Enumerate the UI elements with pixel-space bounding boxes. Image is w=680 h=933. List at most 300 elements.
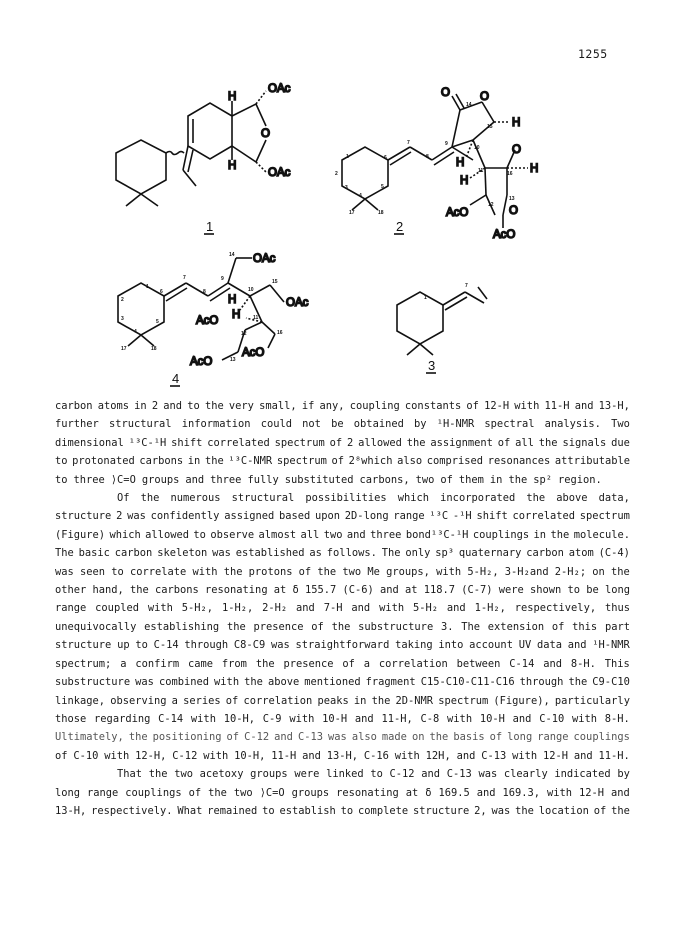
word: two [233, 786, 253, 799]
word: the [508, 473, 528, 486]
word: of [440, 473, 453, 486]
h-label: H [530, 163, 539, 175]
word: with [192, 565, 218, 578]
h-label: H [456, 157, 465, 169]
compound-number-1: 1 [206, 219, 214, 234]
word: fragment [365, 676, 416, 689]
word: 2D-NMR [395, 694, 434, 707]
word: the [317, 565, 337, 578]
word: 10-H [479, 712, 505, 725]
word: the [331, 620, 351, 633]
word: two [342, 565, 362, 578]
word: two [415, 473, 435, 486]
word: This [604, 657, 630, 670]
word: with [571, 712, 598, 725]
word: with [190, 712, 216, 725]
word: by [414, 418, 427, 431]
word: unequivocally [55, 620, 137, 633]
word: That [117, 768, 143, 781]
word: 5-H₂, [181, 602, 214, 615]
word: spectrum [274, 436, 325, 449]
h-label: H [232, 309, 241, 321]
word: assignment [430, 436, 493, 449]
h-label: H [460, 175, 469, 187]
word: C-13 [446, 768, 472, 781]
word: atom [568, 547, 594, 560]
locant: 15 [487, 124, 493, 130]
word: the [226, 620, 246, 633]
word: through [519, 676, 564, 689]
word: substructure [55, 676, 131, 689]
word: to [55, 473, 68, 486]
word: through [184, 639, 229, 652]
word: C-8 [420, 712, 440, 725]
word: part [604, 620, 630, 633]
word: long [55, 786, 81, 799]
word: 13-H, [55, 804, 87, 817]
word: in [533, 528, 547, 541]
word: in [187, 455, 201, 468]
word: correlation [378, 657, 448, 670]
word: was [212, 547, 231, 560]
word: carbons [139, 455, 184, 468]
text-line [55, 563, 630, 581]
word: and [476, 786, 496, 799]
word: particularly [554, 694, 630, 707]
word: and [380, 584, 399, 597]
word: of [298, 565, 312, 578]
word: resonances [487, 455, 551, 468]
word: on [411, 731, 425, 744]
word: above [267, 676, 300, 689]
word: 169.3, [502, 786, 541, 799]
word: straightforward [295, 639, 390, 652]
ring-oxygen-label: O [509, 205, 518, 217]
word: a [120, 657, 127, 670]
word: allowed [145, 528, 189, 541]
word: at [273, 584, 287, 597]
word: (C-4) [598, 547, 630, 560]
word: in [134, 400, 147, 412]
word: C15-C10-C11-C16 [420, 676, 515, 689]
word: ¹³C [429, 510, 449, 523]
word: 118.7 [423, 584, 456, 597]
word: spectrum [276, 455, 327, 468]
word: 12-H, [135, 749, 167, 762]
word: and [446, 602, 466, 615]
word: from [221, 657, 247, 670]
word: C-12 [172, 749, 198, 762]
oac-label: OAc [253, 253, 276, 265]
word: only [405, 547, 431, 560]
text-line [55, 452, 630, 470]
word: couplings [573, 731, 630, 744]
word: remained [207, 804, 258, 817]
word: was [328, 731, 347, 744]
word: and [567, 639, 587, 652]
word: C-13 [481, 749, 507, 762]
word: of [225, 694, 239, 707]
locant: 18 [151, 346, 157, 352]
locant: 8 [203, 289, 206, 295]
word: establishing [144, 620, 220, 633]
word: spectrum [438, 694, 489, 707]
text-line [55, 489, 630, 507]
word: into [438, 639, 464, 652]
word: data [536, 639, 562, 652]
word: comprised [426, 455, 484, 468]
word: and [296, 602, 315, 615]
word: The [55, 547, 74, 560]
word: clearly [503, 768, 548, 781]
word: in [489, 473, 503, 486]
word: could [260, 418, 292, 431]
locant: 10 [248, 287, 254, 293]
word: the [371, 694, 391, 707]
locant: 11 [478, 168, 484, 174]
text-line [55, 655, 630, 673]
word: correlated [207, 436, 270, 449]
word: three [210, 473, 242, 486]
word: C-9 [262, 712, 282, 725]
word: 2 [346, 436, 354, 449]
word: (C-6) [342, 584, 374, 597]
word: and [354, 712, 374, 725]
word: was [478, 768, 498, 781]
word: confirm [135, 657, 180, 670]
word: be [586, 584, 599, 597]
h-label: H [228, 91, 237, 103]
word: peaks [317, 694, 349, 707]
h-label: H [512, 117, 521, 129]
word: the [204, 400, 224, 412]
word: due [611, 436, 630, 449]
locant: 18 [378, 210, 384, 216]
word: extension [487, 620, 545, 633]
word: UV [518, 639, 532, 652]
word: between [456, 657, 501, 670]
word: the [223, 565, 243, 578]
word: fully [247, 473, 279, 486]
locant: 3 [345, 185, 348, 191]
word: the [611, 565, 630, 578]
word: The [381, 547, 401, 560]
word: attributable [554, 455, 630, 468]
word: presence [253, 620, 304, 633]
word: basic [78, 547, 110, 560]
text-line [55, 526, 630, 544]
word: to [187, 400, 200, 412]
locant: 5 [381, 184, 384, 190]
text-line [55, 692, 630, 710]
word: and [185, 473, 205, 486]
aco-label: AcO [196, 315, 219, 327]
word: follows. [326, 547, 377, 560]
locant: 10 [474, 145, 480, 151]
word: resonating [205, 584, 268, 597]
structure-4 [118, 258, 284, 360]
word: 10-H [322, 712, 348, 725]
word: presence [283, 657, 334, 670]
word: the [515, 804, 534, 817]
word: three [73, 473, 105, 486]
word: a [171, 694, 178, 707]
text-line [55, 434, 630, 452]
word: and [351, 602, 371, 615]
word: carbon [526, 547, 564, 560]
word: two [174, 768, 193, 781]
word: of [331, 455, 345, 468]
word: them [458, 473, 484, 486]
word: confidently [150, 510, 220, 523]
word: bond¹³C-¹H [405, 528, 469, 541]
word: which [397, 492, 430, 505]
locant: 17 [121, 346, 127, 352]
word: structure [55, 510, 112, 523]
locant: 12 [241, 331, 247, 337]
word: structure [412, 804, 470, 817]
word: C-13 [297, 731, 323, 744]
word: ⟩C=O [110, 473, 136, 486]
locant: 7 [183, 275, 186, 281]
locant: 15 [272, 279, 278, 285]
word: 13-H, [598, 400, 630, 412]
word: groups [250, 768, 288, 781]
word: 2, [474, 804, 487, 817]
word: all [515, 436, 534, 449]
word: 12-H [542, 749, 569, 762]
word: with [104, 749, 130, 762]
word: and [456, 749, 476, 762]
word: indicated [554, 768, 611, 781]
word: Two [611, 418, 630, 431]
ring-oxygen-label: O [480, 91, 489, 103]
word: C-16 [363, 749, 389, 762]
word: this [572, 620, 598, 633]
word: seen [79, 565, 106, 578]
word: groups, [386, 565, 430, 578]
locant: 14 [466, 102, 472, 108]
word: and [302, 749, 321, 762]
word: ⟩C=O [259, 786, 285, 799]
word: with [547, 786, 573, 799]
word: other [55, 584, 87, 597]
word: to [340, 804, 354, 817]
word: came [188, 657, 214, 670]
word: the [148, 768, 168, 781]
word: were [498, 584, 524, 597]
word: C-14 [509, 657, 535, 670]
locant: 1 [146, 284, 149, 290]
word: with [203, 749, 229, 762]
word: all [300, 528, 320, 541]
word: the [550, 528, 570, 541]
ring-oxygen-label: O [261, 128, 270, 140]
aco-label: AcO [446, 207, 469, 219]
word: of [489, 731, 503, 744]
word: allowed [358, 436, 402, 449]
word: signals [562, 436, 607, 449]
word: of [342, 657, 355, 670]
word: carbons, [359, 473, 410, 486]
word: molecule. [573, 528, 630, 541]
word: and [274, 731, 293, 744]
word: was [55, 565, 74, 578]
word: and [611, 786, 630, 799]
word: above [556, 492, 588, 505]
word: further [55, 418, 99, 431]
word: established [235, 547, 305, 560]
text-line [55, 784, 630, 802]
word: structural [231, 492, 295, 505]
word: 1-H₂, [474, 602, 506, 615]
locant: 9 [445, 141, 448, 147]
locant: 6 [160, 289, 163, 295]
word: 11-H, [381, 712, 413, 725]
word: acetoxy [199, 768, 244, 781]
locant: 11 [253, 315, 259, 321]
word: incorporated [440, 492, 516, 505]
compound-number-2: 2 [396, 219, 404, 234]
word: positioning [152, 731, 222, 744]
word: protonated [72, 455, 135, 468]
word: C-10 [539, 712, 565, 725]
word: C-12 [389, 768, 415, 781]
word: 12-H [579, 786, 605, 799]
locant: 6 [384, 155, 387, 161]
word: information [181, 418, 251, 431]
word: groups [141, 473, 180, 486]
word: ¹³C-NMR [228, 455, 273, 468]
word: δ [292, 584, 299, 597]
word: establish [279, 804, 336, 817]
locant: 9 [221, 276, 224, 282]
h-label: H [228, 294, 237, 306]
word: very [228, 400, 254, 412]
word: 155.7 [305, 584, 337, 597]
word: in [353, 694, 367, 707]
word: resonating [336, 786, 399, 799]
word: shift [476, 510, 508, 523]
word: the [204, 455, 224, 468]
word: series [183, 694, 221, 707]
word: linkage, [55, 694, 106, 707]
text-line [55, 599, 630, 617]
word: long [604, 584, 630, 597]
word: 1-H₂, [221, 602, 254, 615]
text-line [55, 618, 630, 636]
word: groups [291, 786, 330, 799]
word: with [514, 400, 540, 412]
locant: 2 [121, 297, 124, 303]
word: at [405, 584, 418, 597]
word: correlated [512, 510, 576, 523]
compound-number-4: 4 [172, 371, 180, 386]
word: the [255, 657, 275, 670]
compound-number-3: 3 [428, 358, 436, 373]
word: to [262, 804, 275, 817]
word: taking [395, 639, 433, 652]
text-line [55, 636, 630, 654]
word: and [574, 400, 594, 412]
word: carbon [114, 547, 153, 560]
word: observing [110, 694, 167, 707]
word: substituted [284, 473, 354, 486]
word: at [405, 786, 419, 799]
locant: 7 [407, 140, 410, 146]
word: 12-H [484, 400, 510, 412]
word: Me [367, 565, 380, 578]
oac-label: OAc [268, 167, 291, 179]
word: protons [248, 565, 293, 578]
locant: 5 [156, 319, 159, 325]
word: coupled [95, 602, 139, 615]
text-line [55, 581, 630, 599]
word: the [406, 436, 426, 449]
word: was [491, 804, 511, 817]
word: structure [55, 639, 112, 652]
word: to [111, 565, 124, 578]
word: shown [530, 584, 562, 597]
word: of [497, 436, 511, 449]
word: (Figure), [493, 694, 550, 707]
word: also [397, 455, 423, 468]
word: 12H, [425, 749, 451, 762]
word: regarding [94, 712, 151, 725]
structure-3 [397, 287, 487, 355]
word: region. [558, 473, 602, 486]
structure-1 [116, 91, 266, 206]
word: those [55, 712, 87, 725]
word: (Figure) [55, 528, 106, 541]
word: The [461, 620, 481, 633]
word: Of [117, 492, 130, 505]
word: range [87, 786, 119, 799]
word: of [311, 620, 324, 633]
word: basis [453, 731, 485, 744]
word: couplings [125, 786, 182, 799]
word: the [429, 731, 449, 744]
word: any, [319, 400, 345, 412]
word: were [294, 768, 320, 781]
word: was [127, 510, 146, 523]
word: with [379, 602, 405, 615]
text-line [55, 710, 630, 728]
word: 7-H [323, 602, 343, 615]
word: spectrum [579, 510, 630, 523]
word: account [469, 639, 513, 652]
word: C8-C9 [233, 639, 266, 652]
word: structural [108, 418, 172, 431]
word: as [309, 547, 322, 560]
text-line [55, 728, 630, 746]
word: coupling [349, 400, 400, 412]
text-line [55, 747, 630, 765]
word: up [117, 639, 130, 652]
word: respectively. [91, 804, 173, 817]
word: a [363, 657, 371, 670]
word: 169.5 [438, 786, 470, 799]
word: to [193, 528, 206, 541]
word: almost [258, 528, 297, 541]
word: the [244, 676, 263, 689]
word: and [421, 768, 441, 781]
text-line [55, 673, 630, 691]
aco-label: AcO [242, 347, 265, 359]
word: couplings [472, 528, 530, 541]
word: range [537, 731, 569, 744]
text-line [55, 765, 630, 783]
